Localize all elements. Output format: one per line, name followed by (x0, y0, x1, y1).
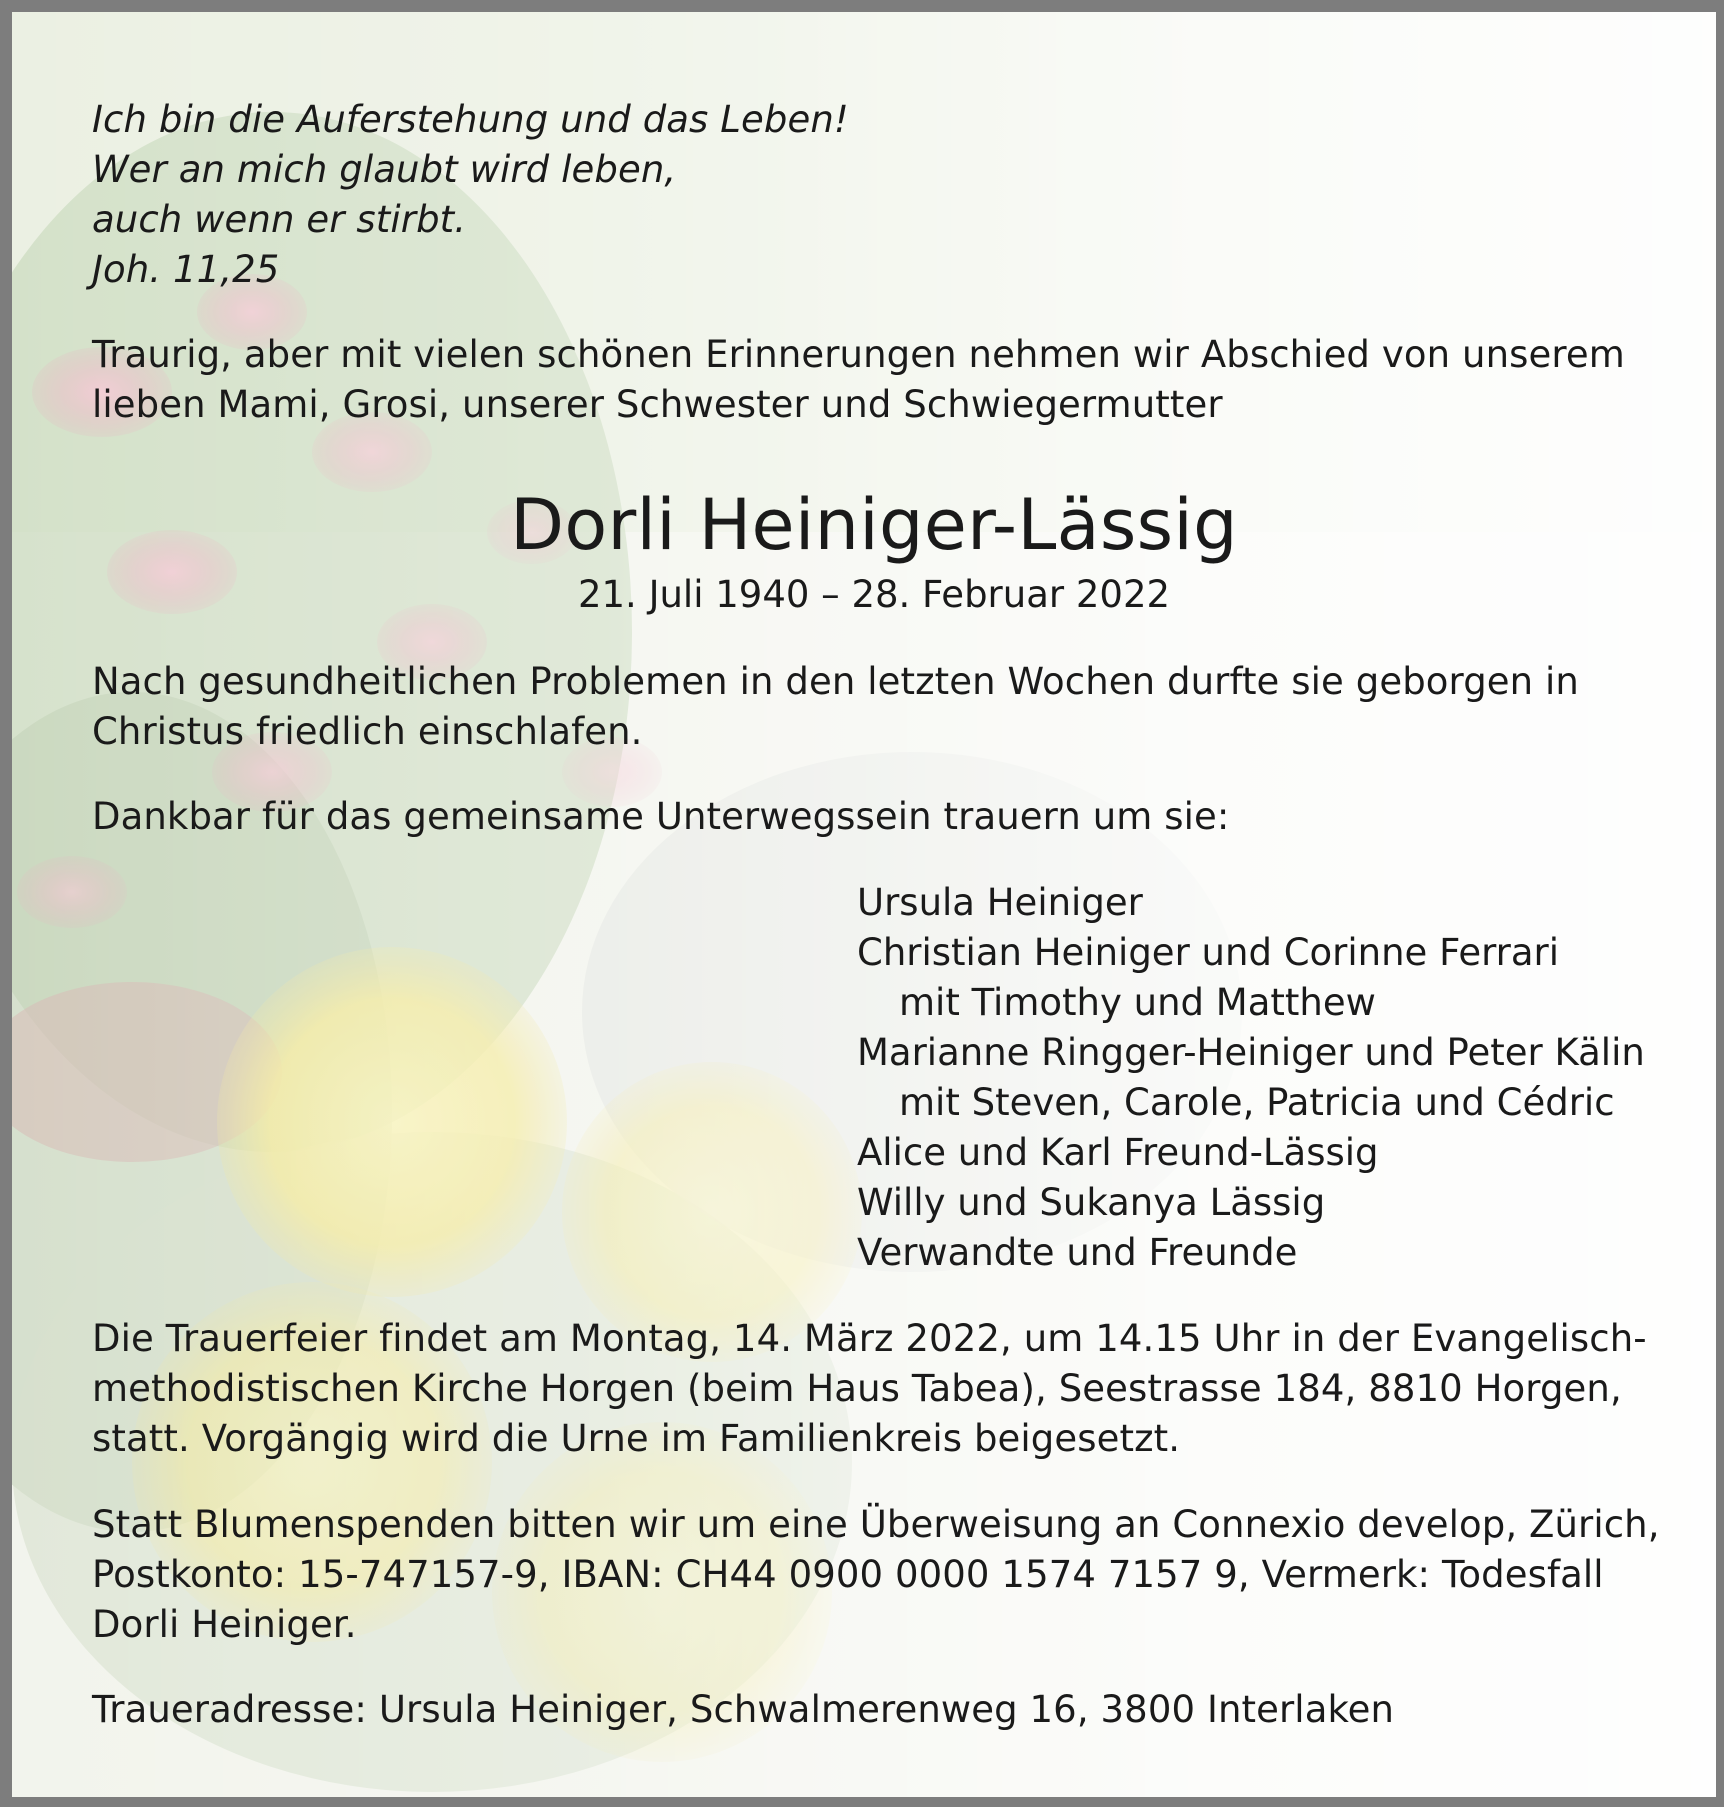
death-note (92, 657, 1579, 757)
deceased-name: Dorli Heiniger-Lässig (510, 484, 1238, 566)
quote-line: Ich bin die Auferstehung und das Leben! (92, 98, 849, 141)
service-line: statt. Vorgängig wird die Urne im Familienkreis beigesetzt. (92, 1417, 1181, 1460)
donation-line: Statt Blumenspenden bitten wir um eine Überweisung an Connexio develop, Zürich, (92, 1503, 1660, 1546)
intro-line: Traurig, aber mit vielen schönen Erinnerungen nehmen wir Abschied von unserem (92, 333, 1625, 376)
death-note-line: Christus friedlich einschlafen. (92, 710, 643, 753)
death-note-line: Nach gesundheitlichen Problemen in den letzten Wochen durfte sie geborgen in (92, 660, 1579, 703)
mourner-entry: mit Steven, Carole, Patricia und Cédric (899, 1081, 1615, 1124)
mourner-entry: Christian Heiniger und Corinne Ferrari (857, 931, 1560, 974)
service-line: methodistischen Kirche Horgen (beim Haus Tabea), Seestrasse 184, 8810 Horgen, (92, 1367, 1622, 1410)
intro-text (92, 330, 1625, 430)
quote-line: auch wenn er stirbt. (92, 198, 467, 241)
funeral-service-info (92, 1314, 1647, 1464)
bible-quote (92, 95, 849, 295)
mourning-intro (92, 792, 1229, 842)
mourner-entry: Alice und Karl Freund-Lässig (857, 1131, 1379, 1174)
mourning-address (92, 1685, 1394, 1735)
donation-line: Postkonto: 15-747157-9, IBAN: CH44 0900 0000 1574 7157 9, Vermerk: Todesfall (92, 1553, 1604, 1596)
mourning-intro-line: Dankbar für das gemeinsame Unterwegssein trauern um sie: (92, 795, 1230, 838)
mourner-entry: Marianne Ringger-Heiniger und Peter Kälin (857, 1031, 1645, 1074)
mourners-list (857, 878, 1645, 1278)
mourner-entry: Verwandte und Freunde (857, 1231, 1298, 1274)
life-dates: 21. Juli 1940 – 28. Februar 2022 (577, 573, 1171, 616)
mourner-entry: mit Timothy und Matthew (899, 981, 1376, 1024)
service-line: Die Trauerfeier findet am Montag, 14. März 2022, um 14.15 Uhr in der Evangelisch- (92, 1317, 1647, 1360)
mourner-entry: Willy und Sukanya Lässig (857, 1181, 1326, 1224)
quote-reference: Joh. 11,25 (92, 248, 280, 291)
donation-info (92, 1500, 1660, 1650)
notice-content (92, 12, 1660, 1797)
intro-line: lieben Mami, Grosi, unserer Schwester und Schwiegermutter (92, 383, 1223, 426)
quote-line: Wer an mich glaubt wird leben, (92, 148, 677, 191)
mourner-entry: Ursula Heiniger (857, 881, 1143, 924)
address-line: Traueradresse: Ursula Heiniger, Schwalmerenweg 16, 3800 Interlaken (92, 1688, 1395, 1731)
donation-line: Dorli Heiniger. (92, 1603, 357, 1646)
